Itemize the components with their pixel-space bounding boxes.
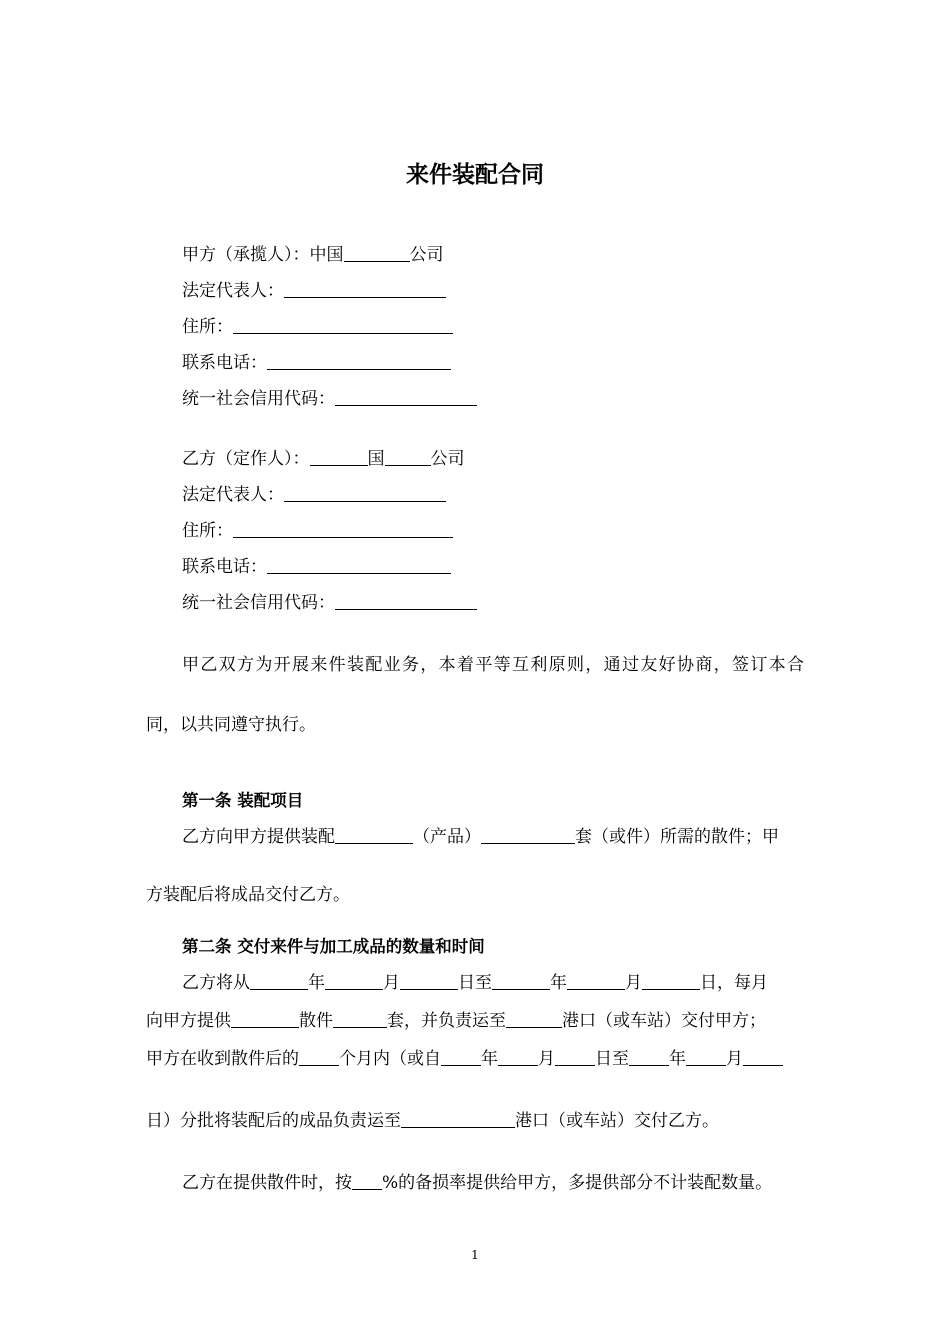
- text-segment: 日，每月: [700, 973, 768, 993]
- blank-line: [352, 1172, 382, 1190]
- text-segment: 散件: [299, 1011, 333, 1031]
- document-title: 来件装配合同: [406, 162, 544, 188]
- blank-line: [743, 1048, 783, 1066]
- page-number: 1: [471, 1248, 479, 1262]
- party-b-header: [182, 448, 465, 470]
- phone-label: 联系电话：: [182, 353, 267, 373]
- address-label: 住所：: [182, 317, 233, 337]
- blank-line: [555, 1048, 595, 1066]
- blank-line: [310, 448, 368, 466]
- blank-line: [400, 972, 458, 990]
- address-label: 住所：: [182, 521, 233, 541]
- article-1-heading: 第一条 装配项目: [182, 791, 304, 810]
- party-b-credit-code: [182, 592, 477, 614]
- article-1-line-1: [182, 826, 804, 848]
- text-segment: 年: [308, 973, 325, 993]
- blank-line: [333, 1010, 387, 1028]
- blank-line: [284, 484, 446, 502]
- blank-line: [492, 972, 550, 990]
- text-segment: 乙方向甲方提供装配: [182, 827, 335, 847]
- text-segment: 月: [383, 973, 400, 993]
- blank-line: [481, 826, 575, 844]
- blank-line: [284, 280, 446, 298]
- rep-label: 法定代表人：: [182, 485, 284, 505]
- intro-line-2: 同，以共同遵守执行。: [146, 715, 316, 735]
- article-2-line-1: [182, 972, 768, 994]
- text-segment: 港口（或车站）交付甲方；: [562, 1011, 766, 1031]
- blank-line: [233, 316, 453, 334]
- credit-label: 统一社会信用代码：: [182, 593, 335, 613]
- text-segment: 个月内（或自: [339, 1049, 441, 1069]
- party-a-prefix: 甲方（承揽人）：中国: [182, 245, 344, 265]
- text-segment: 套，并负责运至: [387, 1011, 506, 1031]
- article-2-line-3: [146, 1048, 783, 1070]
- text-segment: %的备损率提供给甲方，多提供部分不计装配数量。: [382, 1173, 773, 1193]
- party-a-phone: [182, 352, 451, 374]
- party-b-rep: [182, 484, 446, 506]
- text-segment: （产品）: [413, 827, 481, 847]
- blank-line: [233, 520, 453, 538]
- text-segment: 年: [481, 1049, 498, 1069]
- party-b-phone: [182, 556, 451, 578]
- text-segment: 年: [550, 973, 567, 993]
- text-segment: 月: [538, 1049, 555, 1069]
- credit-label: 统一社会信用代码：: [182, 389, 335, 409]
- party-b-suffix: 公司: [430, 449, 465, 469]
- text-segment: 套（或件）所需的散件；甲: [575, 827, 779, 847]
- blank-line: [498, 1048, 538, 1066]
- blank-line: [250, 972, 308, 990]
- text-segment: 日至: [595, 1049, 629, 1069]
- blank-line: [344, 244, 410, 262]
- text-segment: 甲方在收到散件后的: [146, 1049, 299, 1069]
- blank-line: [642, 972, 700, 990]
- text-segment: 月: [625, 973, 642, 993]
- party-b-country: 国: [367, 449, 385, 469]
- text-segment: 日）分批将装配后的成品负责运至: [146, 1111, 401, 1131]
- text-segment: 日至: [458, 973, 492, 993]
- blank-line: [401, 1110, 515, 1128]
- article-1-line-2: 方装配后将成品交付乙方。: [146, 885, 350, 905]
- blank-line: [441, 1048, 481, 1066]
- blank-line: [267, 556, 451, 574]
- blank-line: [506, 1010, 562, 1028]
- phone-label: 联系电话：: [182, 557, 267, 577]
- article-2-line-4: [146, 1110, 719, 1132]
- article-2-line-5: [182, 1172, 772, 1194]
- rep-label: 法定代表人：: [182, 281, 284, 301]
- blank-line: [385, 448, 431, 466]
- blank-line: [686, 1048, 726, 1066]
- party-a-address: [182, 316, 453, 338]
- text-segment: 向甲方提供: [146, 1011, 231, 1031]
- blank-line: [335, 388, 477, 406]
- blank-line: [629, 1048, 669, 1066]
- party-b-prefix: 乙方（定作人）：: [182, 449, 310, 469]
- party-a-credit-code: [182, 388, 477, 410]
- text-segment: 月: [726, 1049, 743, 1069]
- blank-line: [567, 972, 625, 990]
- blank-line: [325, 972, 383, 990]
- text-segment: 乙方将从: [182, 973, 250, 993]
- party-b-address: [182, 520, 453, 542]
- text-segment: 年: [669, 1049, 686, 1069]
- blank-line: [335, 592, 477, 610]
- text-segment: 港口（或车站）交付乙方。: [515, 1111, 719, 1131]
- text-segment: 乙方在提供散件时，按: [182, 1173, 352, 1193]
- party-a-rep: [182, 280, 446, 302]
- intro-line-1: 甲乙双方为开展来件装配业务，本着平等互利原则，通过友好协商，签订本合: [182, 655, 804, 675]
- blank-line: [335, 826, 413, 844]
- blank-line: [267, 352, 451, 370]
- party-a-header: [182, 244, 444, 266]
- party-a-suffix: 公司: [409, 245, 444, 265]
- blank-line: [231, 1010, 299, 1028]
- article-2-line-2: [146, 1010, 766, 1032]
- blank-line: [299, 1048, 339, 1066]
- article-2-heading: 第二条 交付来件与加工成品的数量和时间: [182, 937, 485, 956]
